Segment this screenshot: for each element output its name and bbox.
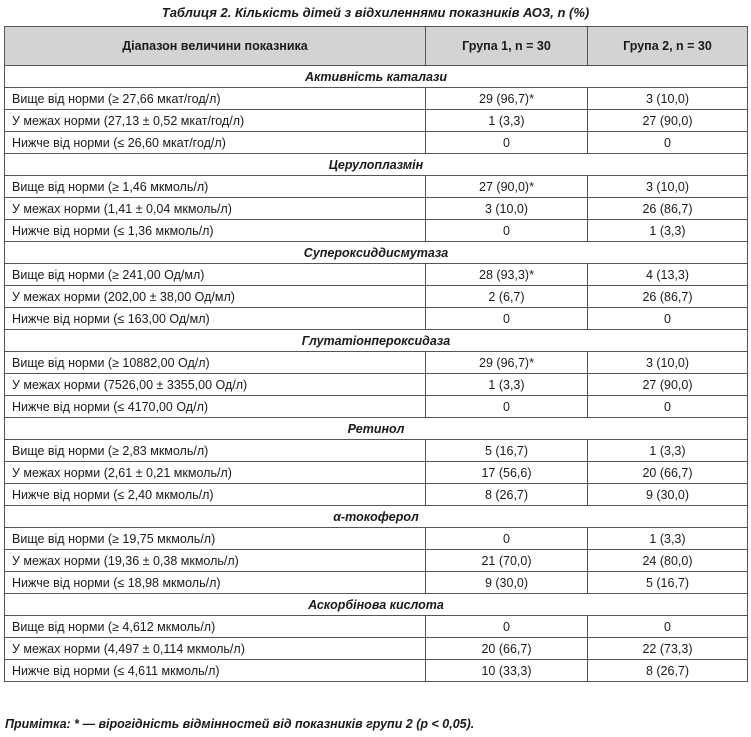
- group2-value: 3 (10,0): [588, 352, 748, 374]
- table-body: [5, 66, 748, 682]
- table-row: [5, 308, 748, 330]
- group1-value: 1 (3,3): [426, 110, 588, 132]
- section-row: [5, 418, 748, 440]
- group2-value: 3 (10,0): [588, 176, 748, 198]
- data-table: [4, 26, 748, 682]
- section-title: Аскорбінова кислота: [5, 594, 748, 616]
- group2-value: 24 (80,0): [588, 550, 748, 572]
- group1-value: 5 (16,7): [426, 440, 588, 462]
- row-label: Нижче від норми (≤ 4170,00 Од/л): [5, 396, 426, 418]
- section-row: [5, 242, 748, 264]
- row-label: Вище від норми (≥ 27,66 мкат/год/л): [5, 88, 426, 110]
- section-row: [5, 330, 748, 352]
- table-row: [5, 110, 748, 132]
- table-row: [5, 286, 748, 308]
- row-label: У межах норми (1,41 ± 0,04 мкмоль/л): [5, 198, 426, 220]
- row-label: Вище від норми (≥ 2,83 мкмоль/л): [5, 440, 426, 462]
- group1-value: 0: [426, 396, 588, 418]
- table-row: [5, 264, 748, 286]
- row-label: Вище від норми (≥ 241,00 Од/мл): [5, 264, 426, 286]
- group2-value: 26 (86,7): [588, 286, 748, 308]
- group2-value: 5 (16,7): [588, 572, 748, 594]
- group1-value: 1 (3,3): [426, 374, 588, 396]
- row-label: Вище від норми (≥ 10882,00 Од/л): [5, 352, 426, 374]
- row-label: Нижче від норми (≤ 2,40 мкмоль/л): [5, 484, 426, 506]
- header-row: [5, 27, 748, 66]
- group2-value: 0: [588, 616, 748, 638]
- group1-value: 0: [426, 132, 588, 154]
- group1-value: 3 (10,0): [426, 198, 588, 220]
- table-row: [5, 638, 748, 660]
- table-row: [5, 396, 748, 418]
- group1-value: 10 (33,3): [426, 660, 588, 682]
- section-row: [5, 594, 748, 616]
- table-row: [5, 484, 748, 506]
- row-label: Нижче від норми (≤ 163,00 Од/мл): [5, 308, 426, 330]
- table-row: [5, 88, 748, 110]
- section-title: Ретинол: [5, 418, 748, 440]
- row-label: Нижче від норми (≤ 4,611 мкмоль/л): [5, 660, 426, 682]
- row-label: Нижче від норми (≤ 1,36 мкмоль/л): [5, 220, 426, 242]
- group1-value: 17 (56,6): [426, 462, 588, 484]
- group1-value: 0: [426, 528, 588, 550]
- table-row: [5, 440, 748, 462]
- table-row: [5, 220, 748, 242]
- section-title: α-токоферол: [5, 506, 748, 528]
- row-label: Нижче від норми (≤ 26,60 мкат/год/л): [5, 132, 426, 154]
- section-title: Активність каталази: [5, 66, 748, 88]
- group2-value: 3 (10,0): [588, 88, 748, 110]
- table-row: [5, 176, 748, 198]
- header-group2: Група 2, n = 30: [588, 27, 748, 66]
- table-row: [5, 462, 748, 484]
- row-label: Вище від норми (≥ 4,612 мкмоль/л): [5, 616, 426, 638]
- section-title: Глутатіонпероксидаза: [5, 330, 748, 352]
- table-row: [5, 616, 748, 638]
- table-caption: Таблиця 2. Кількість дітей з відхиленнями показників АОЗ, n (%): [161, 5, 590, 20]
- table-row: [5, 374, 748, 396]
- row-label: У межах норми (4,497 ± 0,114 мкмоль/л): [5, 638, 426, 660]
- group1-value: 9 (30,0): [426, 572, 588, 594]
- group2-value: 27 (90,0): [588, 374, 748, 396]
- section-title: Супероксиддисмутаза: [5, 242, 748, 264]
- group2-value: 27 (90,0): [588, 110, 748, 132]
- table-row: [5, 572, 748, 594]
- group1-value: 0: [426, 308, 588, 330]
- group1-value: 29 (96,7)*: [426, 88, 588, 110]
- table-row: [5, 550, 748, 572]
- group2-value: 9 (30,0): [588, 484, 748, 506]
- row-label: У межах норми (2,61 ± 0,21 мкмоль/л): [5, 462, 426, 484]
- row-label: Вище від норми (≥ 1,46 мкмоль/л): [5, 176, 426, 198]
- group1-value: 27 (90,0)*: [426, 176, 588, 198]
- group2-value: 0: [588, 132, 748, 154]
- group1-value: 28 (93,3)*: [426, 264, 588, 286]
- group1-value: 21 (70,0): [426, 550, 588, 572]
- header-range: Діапазон величини показника: [5, 27, 426, 66]
- table-row: [5, 352, 748, 374]
- table-row: [5, 528, 748, 550]
- group1-value: 8 (26,7): [426, 484, 588, 506]
- row-label: Нижче від норми (≤ 18,98 мкмоль/л): [5, 572, 426, 594]
- group1-value: 0: [426, 616, 588, 638]
- header-group1: Група 1, n = 30: [426, 27, 588, 66]
- group1-value: 20 (66,7): [426, 638, 588, 660]
- group2-value: 1 (3,3): [588, 440, 748, 462]
- group1-value: 29 (96,7)*: [426, 352, 588, 374]
- row-label: У межах норми (27,13 ± 0,52 мкат/год/л): [5, 110, 426, 132]
- group2-value: 1 (3,3): [588, 528, 748, 550]
- section-row: [5, 506, 748, 528]
- table-header: [5, 27, 748, 66]
- table-row: [5, 198, 748, 220]
- row-label: У межах норми (202,00 ± 38,00 Од/мл): [5, 286, 426, 308]
- group2-value: 0: [588, 308, 748, 330]
- section-row: [5, 66, 748, 88]
- group2-value: 22 (73,3): [588, 638, 748, 660]
- section-title: Церулоплазмін: [5, 154, 748, 176]
- row-label: У межах норми (7526,00 ± 3355,00 Од/л): [5, 374, 426, 396]
- table-row: [5, 660, 748, 682]
- group2-value: 8 (26,7): [588, 660, 748, 682]
- group1-value: 2 (6,7): [426, 286, 588, 308]
- group2-value: 1 (3,3): [588, 220, 748, 242]
- group2-value: 20 (66,7): [588, 462, 748, 484]
- section-row: [5, 154, 748, 176]
- table-row: [5, 132, 748, 154]
- group1-value: 0: [426, 220, 588, 242]
- row-label: У межах норми (19,36 ± 0,38 мкмоль/л): [5, 550, 426, 572]
- row-label: Вище від норми (≥ 19,75 мкмоль/л): [5, 528, 426, 550]
- group2-value: 26 (86,7): [588, 198, 748, 220]
- table-note: Примітка: * — вірогідність відмінностей від показників групи 2 (р < 0,05).: [5, 717, 475, 731]
- group2-value: 4 (13,3): [588, 264, 748, 286]
- group2-value: 0: [588, 396, 748, 418]
